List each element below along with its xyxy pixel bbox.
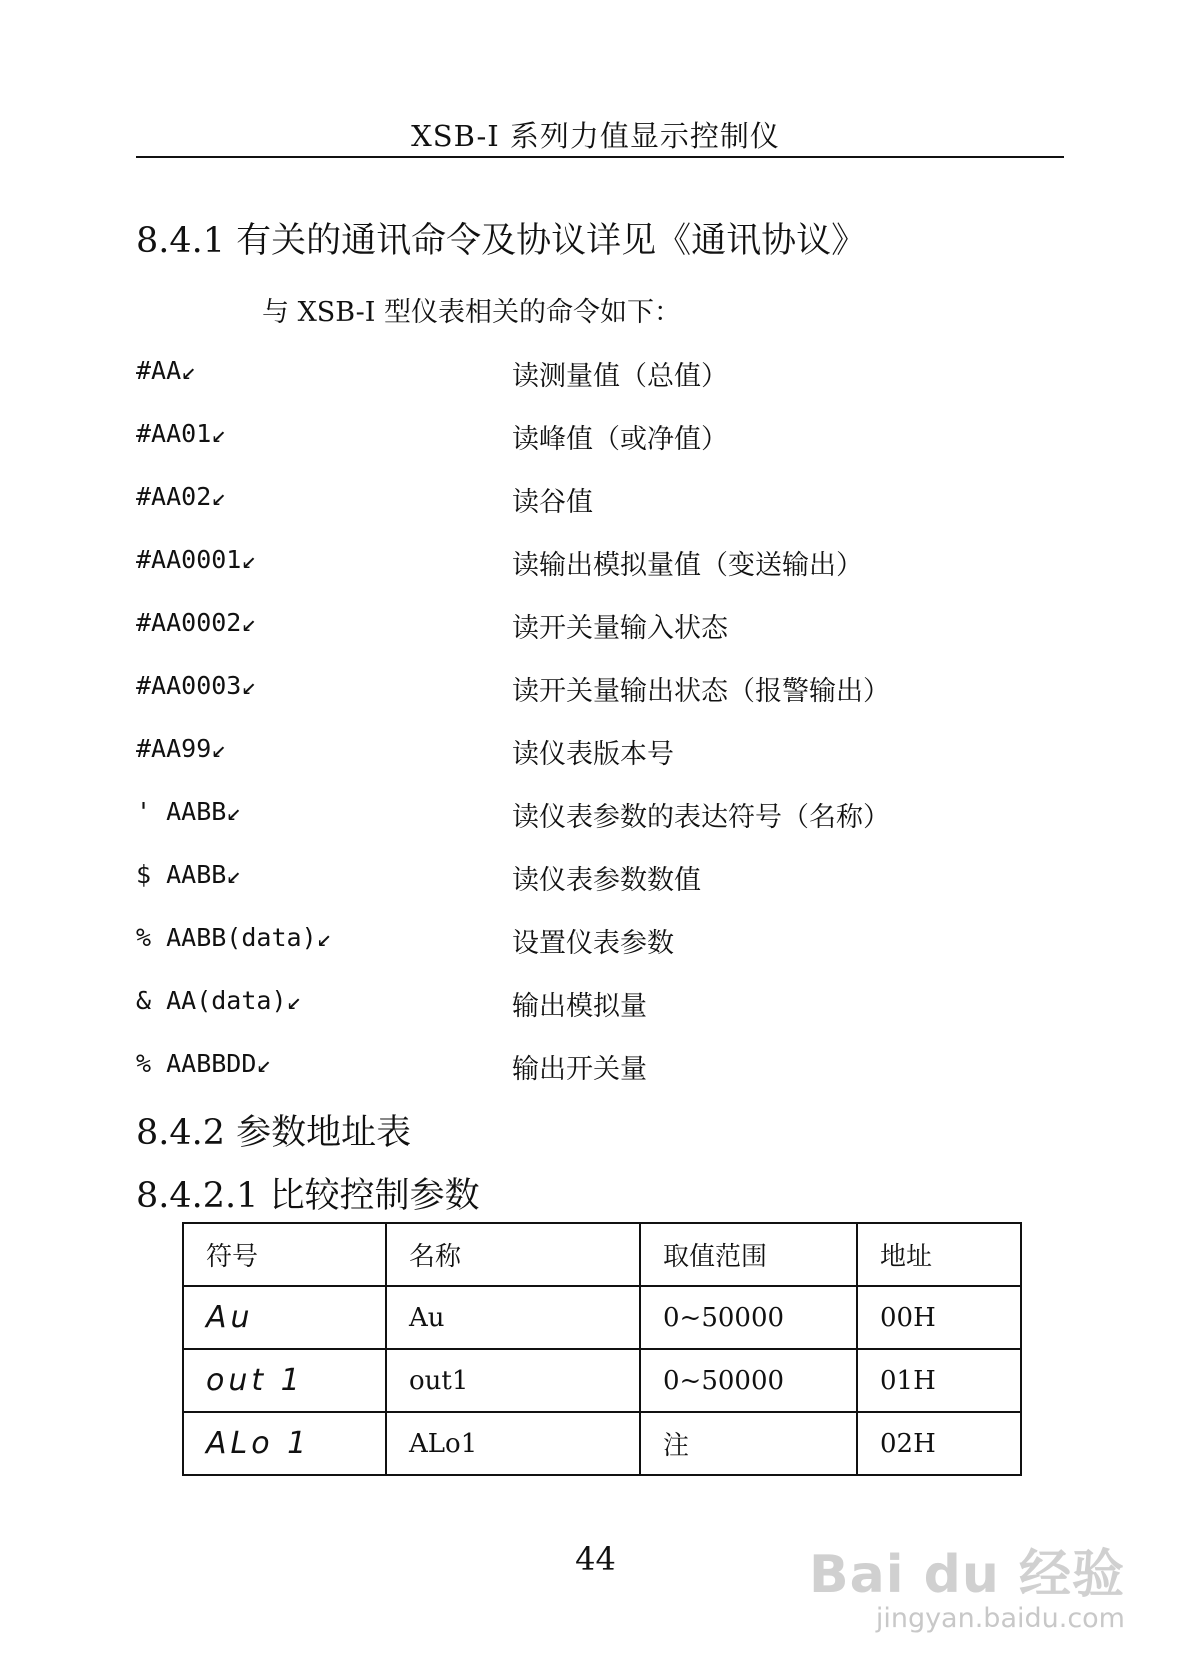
baidu-watermark [809, 1532, 1125, 1634]
command-code: #AA0003↙ [136, 671, 257, 700]
command-code: #AA0001↙ [136, 545, 257, 574]
command-description: 输出模拟量 [512, 991, 647, 1022]
table-row [183, 1412, 1021, 1475]
header-title: XSB-I 系列力值显示控制仪 [411, 119, 780, 153]
command-description: 读谷值 [512, 487, 593, 518]
symbol-cell: ALo 1 [183, 1412, 386, 1475]
parameter-table [182, 1222, 1022, 1476]
page-number: 44 [575, 1540, 616, 1578]
table-header-row [183, 1223, 1021, 1286]
command-description: 读峰值（或净值） [512, 424, 728, 455]
section-8-4-1-intro: 与 XSB-I 型仪表相关的命令如下： [262, 297, 682, 328]
address-cell: 01H [857, 1349, 1021, 1412]
table-row [183, 1349, 1021, 1412]
command-description: 输出开关量 [512, 1054, 647, 1085]
watermark-logo: Bai du 经验 [809, 1545, 1125, 1605]
address-cell: 00H [857, 1286, 1021, 1349]
range-cell: 0~50000 [640, 1349, 857, 1412]
table-row [183, 1286, 1021, 1349]
command-description: 读输出模拟量值（变送输出） [512, 550, 863, 581]
watermark-url: jingyan.baidu.com [875, 1603, 1125, 1634]
range-cell: 注 [640, 1412, 857, 1475]
column-header-range: 取值范围 [640, 1223, 857, 1286]
command-code: #AA02↙ [136, 482, 227, 511]
command-code: #AA↙ [136, 356, 197, 385]
command-code: % AABBDD↙ [136, 1049, 272, 1078]
command-code: & AA(data)↙ [136, 986, 302, 1015]
name-cell: out1 [386, 1349, 640, 1412]
column-header-name: 名称 [386, 1223, 640, 1286]
command-description: 读开关量输入状态 [512, 613, 728, 644]
section-8-4-2-1-heading: 8.4.2.1 比较控制参数 [136, 1176, 480, 1216]
command-code: % AABB(data)↙ [136, 923, 332, 952]
command-description: 读开关量输出状态（报警输出） [512, 676, 890, 707]
range-cell: 0~50000 [640, 1286, 857, 1349]
command-code: $ AABB↙ [136, 860, 242, 889]
command-code: #AA01↙ [136, 419, 227, 448]
column-header-symbol: 符号 [183, 1223, 386, 1286]
command-description: 读测量值（总值） [512, 361, 728, 392]
command-description: 设置仪表参数 [512, 928, 674, 959]
command-description: 读仪表参数的表达符号（名称） [512, 802, 890, 833]
section-8-4-2-heading: 8.4.2 参数地址表 [136, 1113, 412, 1153]
command-description: 读仪表版本号 [512, 739, 674, 770]
name-cell: ALo1 [386, 1412, 640, 1475]
command-code: #AA0002↙ [136, 608, 257, 637]
command-description: 读仪表参数数值 [512, 865, 701, 896]
header-divider [136, 156, 1064, 158]
command-code: #AA99↙ [136, 734, 227, 763]
symbol-cell: out 1 [183, 1349, 386, 1412]
column-header-address: 地址 [857, 1223, 1021, 1286]
symbol-cell: Au [183, 1286, 386, 1349]
address-cell: 02H [857, 1412, 1021, 1475]
section-8-4-1-heading: 8.4.1 有关的通讯命令及协议详见《通讯协议》 [136, 221, 867, 261]
command-code: ' AABB↙ [136, 797, 242, 826]
name-cell: Au [386, 1286, 640, 1349]
